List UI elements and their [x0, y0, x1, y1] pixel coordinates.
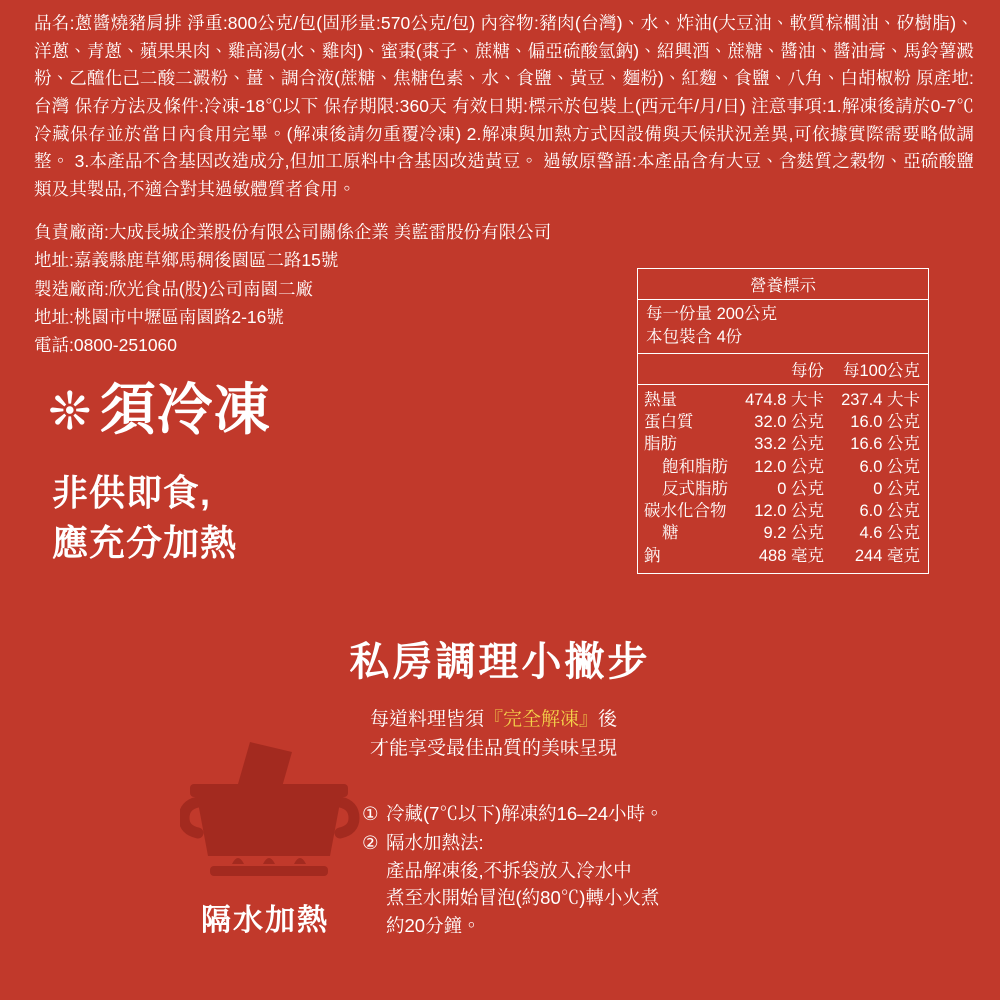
- not-ready-line-1: 非供即食,: [52, 472, 212, 513]
- cooking-step-line: 煮至水開始冒泡(約80℃)轉小火煮: [386, 887, 660, 909]
- nutrition-row-per-serving: 0 公克: [777, 479, 824, 498]
- tips-sub-highlight: 『完全解凍』: [484, 709, 599, 730]
- nutrition-row-per-100g: 16.6 公克: [850, 435, 920, 454]
- product-info-block: [34, 10, 974, 203]
- servings-per-pack: 本包裝含 4份: [646, 328, 743, 347]
- manufacturer-address: 地址:桃園市中壢區南園路2-16號: [34, 307, 284, 328]
- nutrition-row-per-100g: 4.6 公克: [859, 524, 920, 543]
- nutrition-row-per-100g: 16.0 公克: [850, 413, 920, 432]
- nutrition-row: [638, 522, 928, 544]
- nutrition-row-label: 反式脂肪: [662, 479, 728, 498]
- nutrition-row-label: 脂肪: [644, 435, 677, 454]
- nutrition-row: [638, 478, 928, 500]
- serving-size: 每一份量 200公克: [646, 305, 778, 323]
- nutrition-row-per-serving: 488 毫克: [758, 546, 824, 565]
- not-ready-line-2: 應充分加熱: [52, 521, 238, 563]
- nutrition-row-per-serving: 474.8 大卡: [745, 390, 824, 409]
- nutrition-title: 營養標示: [638, 269, 928, 300]
- nutrition-header-per-serving: 每份: [791, 361, 824, 380]
- nutrition-row-per-100g: 6.0 公克: [859, 502, 920, 521]
- nutrition-column-headers: [638, 354, 928, 385]
- responsible-company-line: 負責廠商:大成長城企業股份有限公司關係企業 美藍雷股份有限公司: [34, 222, 552, 242]
- nutrition-row-label: 飽和脂肪: [662, 457, 728, 476]
- nutrition-row: [638, 433, 928, 455]
- nutrition-serving-info: [638, 300, 928, 354]
- not-ready-to-eat-warning: [52, 468, 237, 567]
- tips-title: 私房調理小撇步: [349, 638, 651, 685]
- nutrition-facts-table: [637, 268, 929, 574]
- tips-sub-pre: 每道料理皆須: [370, 709, 485, 730]
- company-info-block: [34, 218, 551, 360]
- cooking-step-line: 約20分鐘。: [386, 914, 481, 936]
- nutrition-row-per-serving: 9.2 公克: [763, 524, 824, 543]
- pot-on-stove-icon: [180, 740, 370, 890]
- nutrition-row-per-serving: 12.0 公克: [754, 502, 824, 521]
- frozen-warning: [48, 378, 271, 441]
- nutrition-row: [638, 389, 928, 411]
- nutrition-row-label: 鈉: [644, 546, 661, 565]
- nutrition-row-label: 蛋白質: [644, 413, 694, 432]
- cooking-step-line: 隔水加熱法:: [386, 832, 484, 854]
- tips-subtitle-line-1: [370, 705, 617, 734]
- pot-caption: 隔水加熱: [201, 903, 329, 938]
- nutrition-rows: [638, 385, 928, 573]
- nutrition-row-per-serving: 33.2 公克: [754, 435, 824, 454]
- cooking-step: [362, 800, 664, 827]
- tips-subtitle: [370, 705, 617, 764]
- nutrition-row-per-100g: 244 毫克: [854, 546, 920, 565]
- nutrition-row: [638, 500, 928, 522]
- cooking-steps: [362, 800, 664, 941]
- nutrition-row-per-100g: 6.0 公克: [859, 457, 920, 476]
- nutrition-row: [638, 545, 928, 567]
- cooking-step-line: 冷藏(7℃以下)解凍約16–24小時。: [386, 803, 664, 824]
- nutrition-row-label: 碳水化合物: [644, 502, 727, 521]
- nutrition-row-label: 糖: [662, 524, 679, 543]
- cooking-step: [362, 829, 664, 939]
- manufacturer-line: 製造廠商:欣光食品(股)公司南園二廠: [34, 278, 314, 299]
- nutrition-header-per-100g: 每100公克: [842, 361, 920, 380]
- nutrition-row-per-100g: 0 公克: [873, 479, 920, 498]
- contact-phone: 電話:0800-251060: [34, 335, 178, 356]
- cooking-step-line: 產品解凍後,不拆袋放入冷水中: [386, 859, 632, 881]
- frozen-warning-label: 須冷凍: [99, 378, 271, 441]
- cooking-step-number: ②: [362, 832, 379, 854]
- cooking-step-body: [386, 829, 659, 939]
- nutrition-row-per-100g: 237.4 大卡: [841, 390, 920, 409]
- snowflake-icon: ❊: [48, 383, 92, 441]
- responsible-company-address: 地址:嘉義縣鹿草鄉馬稠後園區二路15號: [34, 250, 339, 271]
- nutrition-row-label: 熱量: [644, 390, 677, 409]
- nutrition-row-per-serving: 12.0 公克: [754, 457, 824, 476]
- nutrition-header-blank: [638, 357, 738, 381]
- nutrition-row: [638, 456, 928, 478]
- cooking-step-body: [386, 800, 664, 827]
- nutrition-row: [638, 411, 928, 433]
- product-info-paragraph: 品名:蔥醬燒豬肩排 淨重:800公克/包(固形量:570公克/包) 內容物:豬肉(台灣)、水、炸油(大豆油、軟質棕櫚油、矽樹脂)、洋蔥、青蔥、蘋果果肉、雞高湯(水、雞肉)、蜜棗(棗子、蔗糖、偏亞硫酸氫鈉)、紹興酒、蔗糖、醬油、醬油膏、馬鈴薯澱粉、乙醯化己二酸二澱粉、薑、調合液(蔗糖、焦糖色素、水、食鹽、黃豆、麵粉)、紅麴、食鹽、八角、白胡椒粉 原產地:台灣 保存方法及條件:冷凍-18℃以下 保存期限:360天 有效日期:標示於包裝上(西元年/月/日) 注意事項:1.解凍後請於0-7℃冷藏保存並於當日內食用完畢。(解凍後請勿重覆冷凍) 2.解凍與加熱方式因設備與天候狀況差異,可依據實際需要略做調整。 3.本產品不含基因改造成分,但加工原料中含基因改造黃豆。 過敏原警語:本產品含有大豆、含麩質之穀物、亞硫酸鹽類及其製品,不適合對其過敏體質者食用。: [34, 13, 974, 199]
- cooking-step-number: ①: [362, 803, 379, 824]
- nutrition-row-per-serving: 32.0 公克: [754, 413, 824, 432]
- tips-subtitle-line-2: 才能享受最佳品質的美味呈現: [370, 738, 618, 760]
- tips-sub-post: 後: [598, 709, 618, 730]
